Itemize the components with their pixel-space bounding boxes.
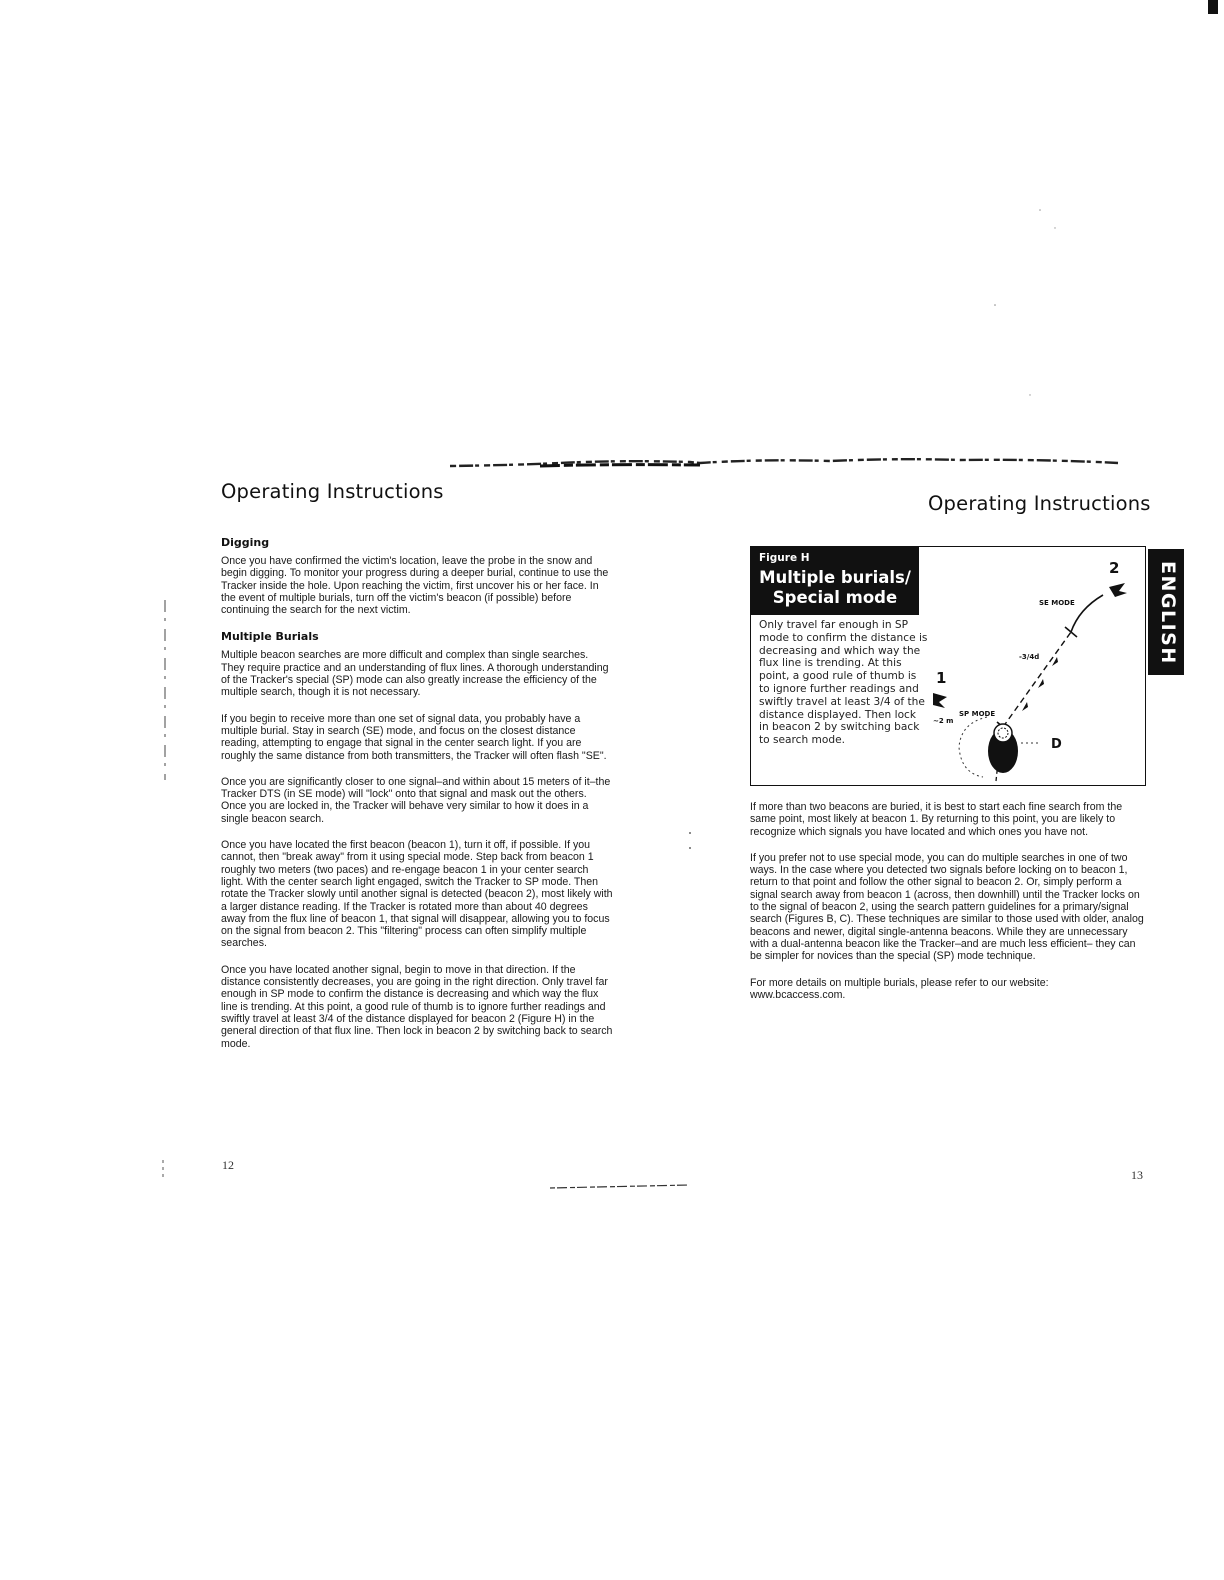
paragraph-multiple-1: Multiple beacon searches are more difficult and complex than single searches. They require practice and an understanding of flux lines. A thorough understanding of the Tracker's special (SP) mode can also greatly increase the efficiency of the multiple search, though it is not necessary.	[221, 649, 609, 699]
diagram-label-d: D	[1051, 737, 1062, 752]
left-page-body	[221, 536, 613, 1050]
right-paragraph-3: For more details on multiple burials, please refer to our website: www.bcaccess.com.	[750, 976, 1049, 1001]
language-tab-label: ENGLISH	[1157, 561, 1179, 665]
diagram-beacon-1-symbol	[933, 693, 947, 708]
right-page-heading: Operating Instructions	[928, 492, 1151, 515]
diagram-label-beacon-1: 1	[936, 669, 947, 687]
figure-h-diagram	[921, 547, 1143, 783]
diagram-flux-curve	[1071, 595, 1103, 632]
diagram-label-se-mode: SE MODE	[1039, 599, 1075, 607]
section-title-multiple-burials: Multiple Burials	[221, 630, 319, 644]
diagram-label-fraction: -3/4d	[1019, 653, 1040, 661]
paragraph-multiple-2: If you begin to receive more than one set of signal data, you probably have a multiple burial. Stay in search (SE) mode, and focus on the closest distance reading, attempting to engage that signal in the center search light. If you are roughly the same distance from both transmitters, the Tracker will often flash "SE".	[221, 712, 607, 762]
paragraph-multiple-4: Once you have located the first beacon (beacon 1), turn it off, if possible. If you cannot, then "break away" from it using special mode. Step back from beacon 1 roughly two meters (two paces) and re-engage beacon 1 in your center search light. With the center search light engaged, switch the Tracker to SP mode. Then rotate the Tracker slowly until another signal is detected (beacon 2), most likely with a larger distance reading. If the Tracker is rotated more than about 40 degrees away from the flux line of beacon 1, that signal will disappear, allowing you to focus on the signal from beacon 2. This "filtering" process can often simplify multiple searches.	[221, 839, 613, 950]
diagram-sp-cross-upper	[1065, 627, 1077, 637]
figure-h-label: Figure H	[759, 552, 810, 564]
section-title-digging: Digging	[221, 536, 270, 549]
diagram-beacon-2-symbol	[1109, 583, 1127, 597]
right-page-body	[750, 801, 1146, 1001]
left-page-heading: Operating Instructions	[221, 480, 444, 503]
figure-h-title-line2: Special mode	[772, 588, 898, 607]
figure-h-banner	[751, 547, 919, 615]
paragraph-multiple-5: Once you have located another signal, begin to move in that direction. If the distance consistently decreases, you are going in the right direction. Only travel far enough in SP mode to confirm the distance is decreasing and which way the flux line is trending. At this point, a good rule of thumb is to ignore further readings and swiftly travel at least 3/4 of the distance displayed for beacon 2 (Figure H) in the general direction of that flux line. Then lock in beacon 2 by switching back to search mode.	[221, 963, 613, 1050]
diagram-label-distance: ~2 m	[933, 717, 954, 725]
figure-h	[750, 546, 1146, 786]
right-paragraph-2: If you prefer not to use special mode, you can do multiple searches in one of two ways. In the case where you detected two signals before locking on to beacon 1, return to that point and follow the other signal to beacon 2. Or, simply perform a signal search away from beacon 1 (across, then downhill) until the Tracker locks on to the signal of beacon 2, using the search pattern guidelines for a primary/signal search (Figures B, C). These techniques are similar to those used with older, analog beacons and newer, digital single-antenna beacons. While they are unnecessary with a dual-antenna beacon like the Tracker–and are much less efficient– they can be simpler for novices than the special (SP) mode technique.	[750, 851, 1144, 963]
right-page-number: 13	[1131, 1168, 1143, 1182]
diagram-label-sp-mode: SP MODE	[959, 710, 996, 718]
paragraph-multiple-3: Once you are significantly closer to one signal–and within about 15 meters of it–the Tracker DTS (in SE mode) will "lock" onto that signal and mask out the others. Once you are locked in, the Tracker will behave very similar to how it does in a single beacon search.	[221, 775, 611, 825]
diagram-label-beacon-2: 2	[1109, 559, 1120, 577]
left-page-number: 12	[222, 1158, 234, 1172]
paragraph-digging: Once you have confirmed the victim's location, leave the probe in the snow and begin digging. To monitor your progress during a deeper burial, continue to use the Tracker inside the hole. Upon reaching the victim, first uncover his or her face. In the event of multiple burials, turn off the victim's beacon (if possible) before continuing the search for the next victim.	[221, 555, 609, 617]
figure-h-caption: Only travel far enough in SP mode to confirm the distance is decreasing and which way the flux line is trending. At this point, a good rule of thumb is to ignore further readings and swiftly travel at least 3/4 of the distance displayed. Then lock in beacon 2 by switching back to search mode.	[759, 619, 928, 747]
language-tab	[1148, 549, 1184, 675]
diagram-search-path	[1003, 632, 1071, 727]
figure-h-title-line1: Multiple burials/	[759, 568, 911, 587]
right-paragraph-1: If more than two beacons are buried, it is best to start each fine search from the same point, most likely at beacon 1. By returning to this point, you are likely to recognize which signals you have located and which ones you have not.	[750, 801, 1123, 838]
diagram-arrowhead-2	[1038, 679, 1044, 688]
diagram-arrowhead-3	[1022, 702, 1028, 711]
diagram-search-arc	[959, 717, 987, 777]
